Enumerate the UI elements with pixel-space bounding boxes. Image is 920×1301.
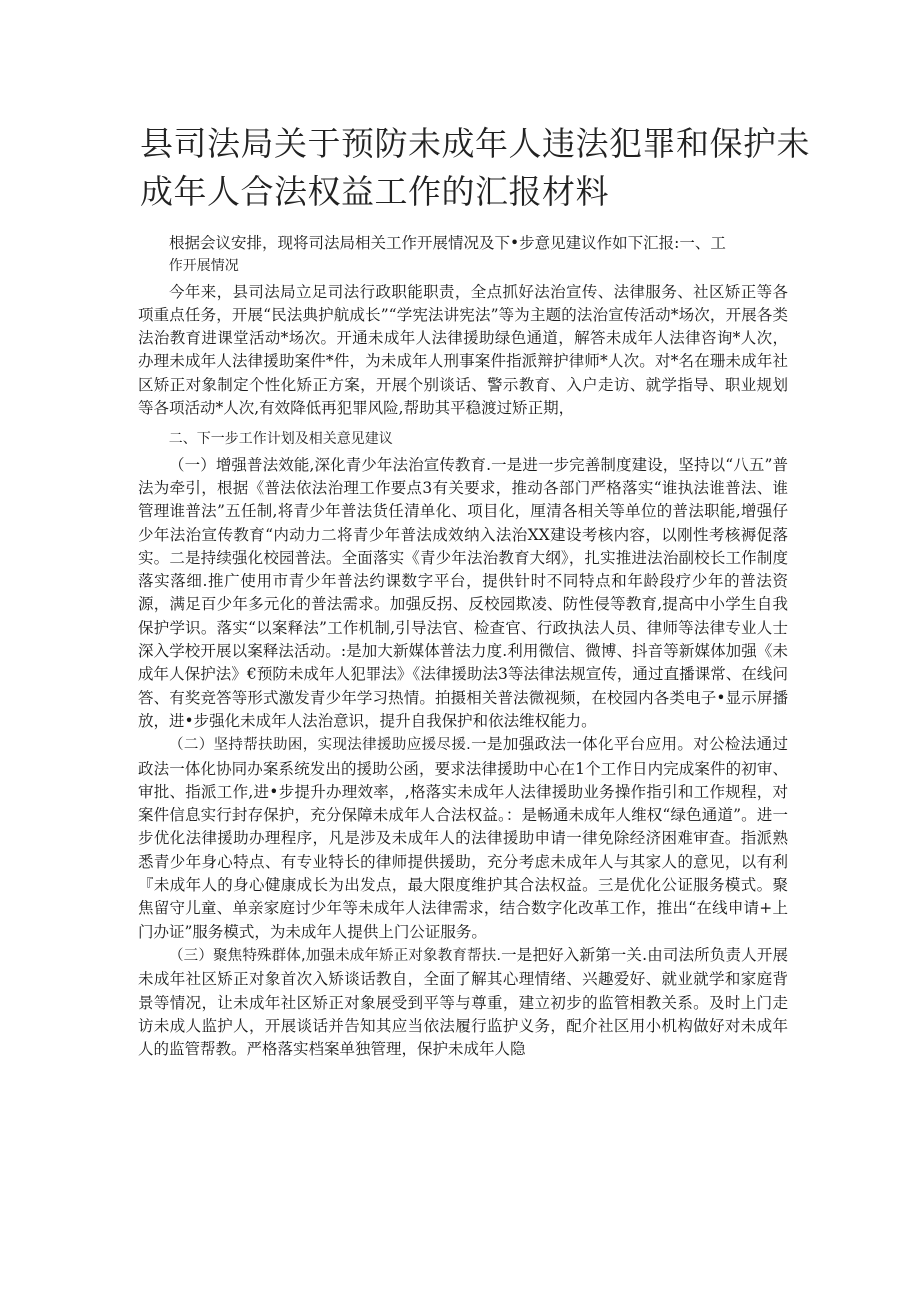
subsection-one-lead: （一）增强普法效能, bbox=[169, 455, 315, 474]
subsection-three bbox=[138, 944, 788, 1061]
subsection-one-text: 深化青少年法治宣传教育.一是进一步完善制度建设，坚持以“八五”普法为牵引，根据《普法依法治理工作要点3有关要求，推动各部门严格落实“谁执法谁普法、谁管理谁普法”五任制,将青少年普法货任清单化、项目化，厘清各相关等单位的普法职能,增强仔少年法治宣传教育“内动力二将青少年普法成效纳入法治XX建设考核内容，以刚性考核褥促落实。二是持续强化校园普法。全面落实《青少年法治教育大纲》，扎实推进法治副校长工作制度落实落细.推广使用市青少年普法约课数字平台，提供针时不同特点和年龄段疗少年的普法资源，满足百少年多元化的普法需求。加强反拐、反校园欺凌、防性侵等教育,提高中小学生自我保护学识。落实“以案释法”工作机制,引导法官、检查官、行政执法人员、律师等法律专业人士深入学校开展以案释法活动。:是加大新媒体普法力度.利用微信、微博、抖音等新媒体加强《未成年人保护法》€预防未成年人犯罪法》《法律援助法3等法律法规宣传，通过直播课常、在线问答、有奖竞答等形式激发青少年学习热情。拍摄相关普法微视频，在校园内各类电子•显示屏播放，进•步强化未成年人法治意识，提升自我保护和依法维权能力。 bbox=[138, 455, 788, 730]
paragraph-overview: 今年来，县司法局立足司法行政职能职责，全点抓好法治宣传、法律服务、社区矫正等各项重点任务，开展“民法典护航成长”“学宪法讲宪法”等为主题的法治宣传活动*场次，开展各类法治教育进课堂活动*场次。开通未成年人法律援助绿色通道，解答未成年人法律咨询*人次，办理未成年人法律援助案件*件，为未成年人刑事案件指派辩护律师*人次。对*名在珊未成年社区矫正对象制定个性化矫正方案，开展个别谈话、警示教育、入户走访、就学指导、职业规划等各项活动*人次,有效降低再犯罪风险,帮助其平稳渡过矫正期， bbox=[138, 282, 788, 418]
subsection-two-lead: （二）坚持帮扶助困，实现法律援助应援尽援. bbox=[169, 737, 471, 754]
subsection-two bbox=[138, 733, 788, 944]
document-title: 县司法局关于预防未成年人违法犯罪和保护未成年人合法权益工作的汇报材料 bbox=[140, 124, 810, 211]
subsection-two-text: 一是加强政法一体化平台应用。对公检法通过政法一体化协同办案系统发出的援助公函，要求法律援助中心在1个工作日内完成案件的初审、审批、指派工作,进•步提升办理效率，,格落实未成年人法律援助业务操作指引和工作规程，对案件信息实行封存保护，充分保障未成年人合法权益。：是畅通未成年人维权“绿色通道”。进一步优化法律援助办理程序，凡是涉及未成年人的法律援助申请一律免除经济困难审查。指派熟悉青少年身心特点、有专业特长的律师提供援助，充分考虑未成年人与其家人的意见，以有利『未成年人的身心健康成长为出发点，最大限度维护其合法权益。三是优化公证服务模式。聚焦留守儿童、单亲家庭讨少年等未成年人法律需求，结合数字化改革工作，推出“在线申请+上门办证”服务模式，为未成年人提供上门公证服务。 bbox=[138, 735, 788, 941]
section-two-heading: 二、下一步工作计划及相关意见建议 bbox=[168, 431, 393, 448]
document-body bbox=[138, 232, 788, 1061]
intro-text: 根据会议安排，现将司法局相关工作开展情况及下•步意见建议作如下汇报:一、工 bbox=[169, 234, 726, 252]
subsection-three-lead: （三）聚焦特殊群体,加强未成年矫正对象教育帮扶. bbox=[169, 947, 501, 964]
subsection-three-text: 一是把好入新第一关.由司法所负责人开展未成年社区矫正对象首次入矫谈话教自，全面了解其心理情绪、兴趣爱好、就业就学和家庭背景等情况，让未成年社区矫正对象展受到平等与尊重，建立初步的监管相教关系。及时上门走访未成人监护人，开展谈话并告知其应当依法履行监护义务，配介社区用小机构做好对未成年人的监管帮教。严格落实档案单独管理，保护未成年人隐 bbox=[138, 945, 788, 1059]
section-one-heading: 作开展情况 bbox=[168, 258, 239, 275]
intro-paragraph bbox=[138, 232, 788, 255]
subsection-one bbox=[138, 454, 788, 734]
